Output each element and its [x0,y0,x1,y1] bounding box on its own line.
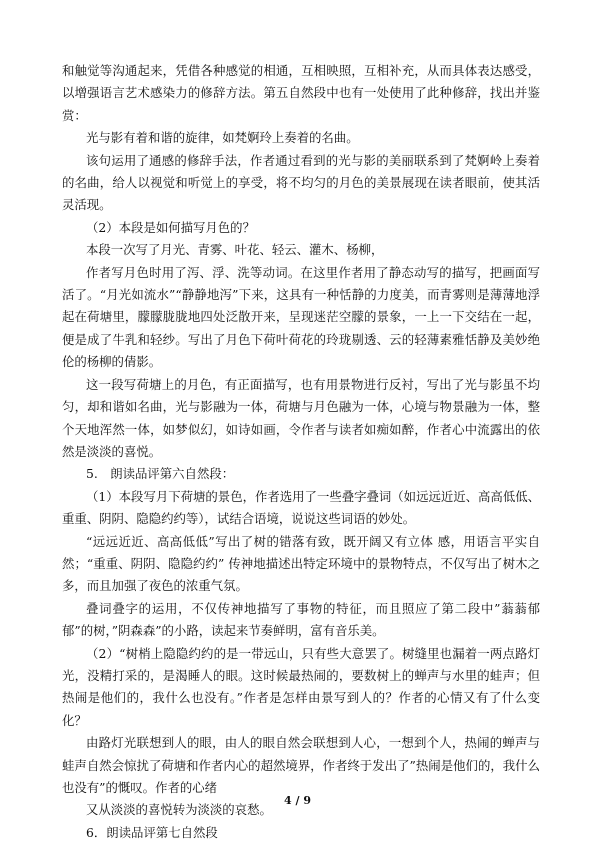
section-heading: 5. 朗读品评第六自然段： [86,466,235,482]
section-heading: 6．朗读品评第七自然段 [86,824,218,840]
paragraph: 又从淡淡的喜悦转为淡淡的哀愁。 [86,802,272,818]
paragraph: 光与影有着和谐的旋律，如梵婀玲上奏着的名曲。 [86,130,359,146]
paragraph: 该句运用了通感的修辞手法，作者通过看到的光与影的美丽联系到了梵婀岭上奏着的名曲，给人以视觉和听觉上的享受，将不均匀的月色的美景展现在读者眼前，使其活灵活现。 [62,152,540,213]
paragraph: 由路灯光联想到人的眼，由人的眼自然会联想到人心，一想到个人，热闹的蝉声与蛙声自然会惊扰了荷塘和作者内心的超然境界，作者终于发出了”热闹是他们的，我什么也没有”的慨叹。作者的心绪 [62,735,540,795]
paragraph: （2）“树梢上隐隐约约的是一带远山，只有些大意罢了。树缝里也漏着一两点路灯光，没精打采的，是渴睡人的眼。这时候最热闹的，要数树上的蝉声与水里的蛙声；但热闹是他们的，我什么也没有。”作者是怎样由景写到人的？作者的心情又有了什么变化？ [62,645,540,728]
paragraph: （1）本段写月下荷塘的景色，作者选用了一些叠字叠词（如远远近近、高高低低、重重、阴阴、隐隐约约等），试结合语境，说说这些词语的妙处。 [62,488,540,527]
paragraph: 和触觉等沟通起来，凭借各种感觉的相通，互相映照，互相补充，从而具体表达感受，以增强语言艺术感染力的修辞方法。第五自然段中也有一处使用了此种修辞，找出并鉴赏： [62,63,540,123]
paragraph: 这一段写荷塘上的月色，有正面描写，也有用景物进行反衬，写出了光与影虽不均匀，却和谐如名曲，光与影融为一体，荷塘与月色融为一体，心境与物景融为一体，整个天地浑然一体，如梦似幻，如诗如画，令作者与读者如痴如醉，作者心中流露出的依然是淡淡的喜悦。 [62,376,540,459]
document-body [62,60,540,844]
paragraph: 本段一次写了月光、青雾、叶花、轻云、灌木、杨柳， [86,242,384,258]
page-number: 4 / 9 [284,794,311,807]
paragraph: 作者写月色时用了泻、浮、洗等动词。在这里作者用了静态动写的描写，把画面写活了。“月光如流水”“静静地泻”下来，这具有一种恬静的力度美，而青雾则是薄薄地浮起在荷塘里，朦朦胧胧地四处泛散开来，呈现迷茫空朦的景象，一上一下交结在一起，便是成了牛乳和轻纱。写出了月色下荷叶荷花的玲珑剔透、云的轻薄素雅恬静及美妙绝伦的杨柳的倩影。 [62,264,540,370]
paragraph: “远远近近、高高低低”写出了树的错落有致，既开阔又有立体 感，用语言平实自然；“重重、阴阴、隐隐约约” 传神地描述出特定环境中的景物特点，不仅写出了树木之多，而且加强了夜色的浓重气氛。 [62,533,540,594]
paragraph: 叠词叠字的运用，不仅传神地描写了事物的特征，而且照应了第二段中”蓊蓊郁郁”的树，”阴森森”的小路，读起来节奏鲜明，富有音乐美。 [62,600,540,639]
paragraph: （2）本段是如何描写月色的？ [86,219,255,235]
